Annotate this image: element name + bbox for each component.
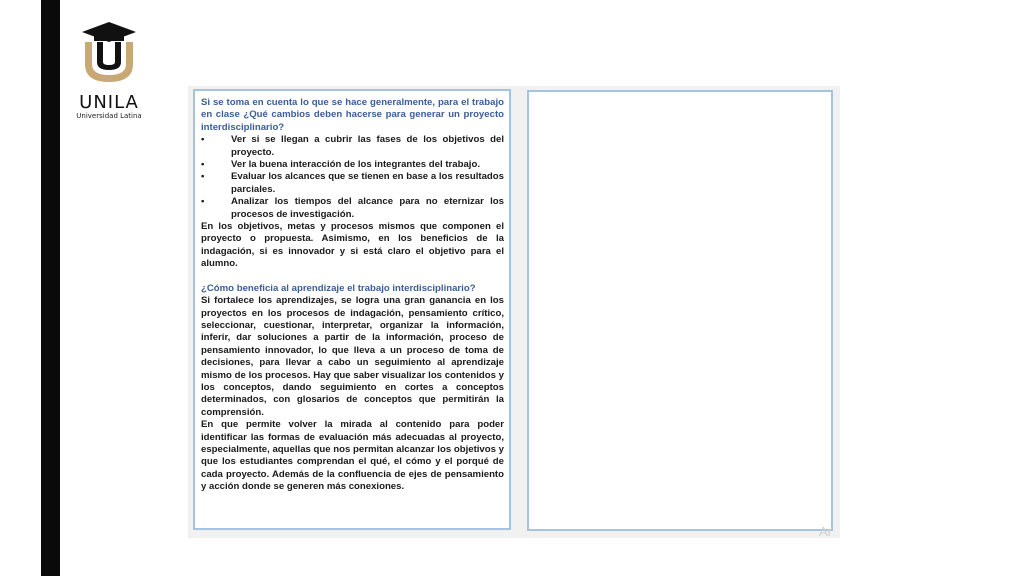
answer-2a: Si fortalece los aprendizajes, se logra una gran ganancia en los proyectos en los procesos de indagación, pensamiento crítico, seleccionar, cuestionar, interpretar, organizar la información, inferir, dar soluciones a partir de la información, proceso de pensamiento innovador, lo que lleva a un proceso de toma de decisiones, para llevar a cabo un seguimiento al aprendizaje mismo de los procesos. Hay que saber visualizar los contenidos y los conceptos, dando seguimiento en cortes a conceptos determinados, con glosarios de conceptos que permitirán la comprensión. [201, 295, 504, 418]
bullet-item [201, 134, 504, 159]
brand-subtitle: Universidad Latina [76, 112, 142, 120]
bullet-item [201, 159, 504, 171]
mortarboard-shield-icon [80, 20, 138, 86]
bullet-marker: • [201, 196, 205, 208]
left-black-bar [41, 0, 60, 576]
question-2: ¿Cómo beneficia al aprendizaje el trabajo interdisciplinario? [201, 282, 476, 294]
empty-panel [527, 90, 833, 531]
bullet-marker: • [201, 134, 205, 146]
text-panel [193, 89, 511, 530]
watermark-text: Ar [819, 524, 832, 539]
bullet-text: Ver si se llegan a cubrir las fases de los objetivos del proyecto. [231, 134, 504, 158]
bullet-text: Evaluar los alcances que se tienen en base a los resultados parciales. [231, 171, 504, 195]
question-1: Si se toma en cuenta lo que se hace generalmente, para el trabajo en clase ¿Qué cambios deben hacerse para generar un proyecto interdisciplinario? [201, 97, 504, 133]
bullet-item [201, 171, 504, 196]
answer-1: En los objetivos, metas y procesos mismos que componen el proyecto o propuesta. Asimismo, en los beneficios de la indagación, si es innovador y si está claro el objetivo para el alumno. [201, 221, 504, 270]
bullet-marker: • [201, 171, 205, 183]
bullet-text: Analizar los tiempos del alcance para no eternizar los procesos de investigación. [231, 196, 504, 220]
brand-name: UNILA [79, 92, 139, 113]
bullet-item [201, 196, 504, 221]
unila-logo [74, 20, 144, 120]
answer-2b: En que permite volver la mirada al contenido para poder identificar las formas de evaluación más adecuadas al proyecto, especialmente, aquellas que nos permitan alcanzar los objetivos y que los estudiantes comprendan el qué, el cómo y el porqué de cada proyecto. Además de la confluencia de ejes de pensamiento y acción donde se generen más conexiones. [201, 419, 504, 493]
bullet-marker: • [201, 159, 205, 171]
bullet-text: Ver la buena interacción de los integrantes del trabajo. [231, 159, 480, 171]
